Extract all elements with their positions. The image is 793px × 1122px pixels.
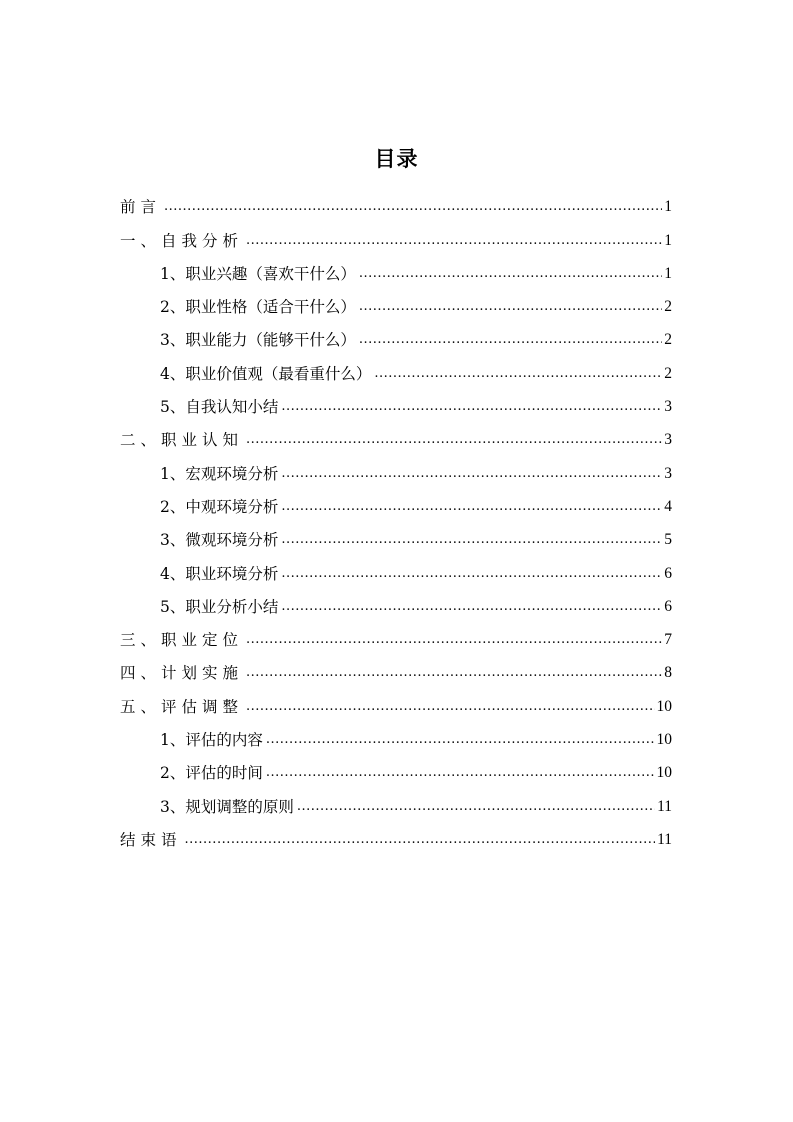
toc-entry[interactable] xyxy=(120,652,672,685)
toc-dot-leader xyxy=(281,397,662,419)
toc-entry-text: 四、计划实施 xyxy=(120,664,244,683)
toc-entry[interactable] xyxy=(120,419,672,452)
toc-entry[interactable] xyxy=(120,352,672,385)
toc-page-number: 7 xyxy=(664,631,672,649)
toc-dot-leader xyxy=(246,630,662,652)
toc-entry-text: 结束语 xyxy=(120,830,182,849)
toc-entry[interactable] xyxy=(120,586,672,619)
toc-dot-leader xyxy=(281,564,662,586)
toc-dot-leader xyxy=(266,763,655,785)
toc-entry[interactable] xyxy=(120,286,672,319)
toc-dot-leader xyxy=(359,297,662,319)
toc-page-number: 6 xyxy=(664,597,672,615)
toc-dot-leader xyxy=(374,364,662,386)
toc-entry-text: 1、宏观环境分析 xyxy=(160,464,279,483)
toc-entry[interactable] xyxy=(120,253,672,286)
toc-entry[interactable] xyxy=(120,186,672,219)
toc-entry-text: 2、中观环境分析 xyxy=(160,497,279,516)
toc-entry[interactable] xyxy=(120,752,672,785)
toc-page-number: 3 xyxy=(664,464,672,482)
toc-dot-leader xyxy=(281,464,662,486)
toc-dot-leader xyxy=(297,797,655,819)
toc-page-number: 11 xyxy=(657,830,672,848)
toc-page-number: 11 xyxy=(657,797,672,815)
toc-entry[interactable] xyxy=(120,552,672,585)
toc-dot-leader xyxy=(246,231,662,253)
toc-dot-leader xyxy=(281,530,662,552)
toc-entry-text: 5、职业分析小结 xyxy=(160,597,279,616)
toc-dot-leader xyxy=(246,430,662,452)
toc-page-number: 2 xyxy=(664,364,672,382)
toc-entry[interactable] xyxy=(120,319,672,352)
toc-dot-leader xyxy=(164,197,662,219)
toc-entry-text: 5、自我认知小结 xyxy=(160,398,279,417)
toc-entry[interactable] xyxy=(120,819,672,852)
table-of-contents xyxy=(120,186,672,852)
toc-entry[interactable] xyxy=(120,685,672,718)
toc-entry[interactable] xyxy=(120,719,672,752)
toc-page-number: 10 xyxy=(656,697,672,715)
toc-dot-leader xyxy=(266,730,655,752)
toc-page-number: 10 xyxy=(656,731,672,749)
toc-entry-text: 3、职业能力（能够干什么） xyxy=(160,331,356,350)
toc-entry-text: 前言 xyxy=(120,198,162,217)
toc-page-number: 3 xyxy=(664,398,672,416)
toc-page-number: 5 xyxy=(664,531,672,549)
toc-page-number: 3 xyxy=(664,431,672,449)
toc-page-number: 2 xyxy=(664,298,672,316)
toc-page-number: 1 xyxy=(664,231,672,249)
toc-dot-leader xyxy=(359,264,662,286)
toc-page-number: 6 xyxy=(664,564,672,582)
toc-entry-text: 3、微观环境分析 xyxy=(160,531,279,550)
toc-dot-leader xyxy=(185,830,656,852)
toc-dot-leader xyxy=(281,597,662,619)
toc-entry-text: 一、自我分析 xyxy=(120,231,244,250)
toc-entry-text: 二、职业认知 xyxy=(120,431,244,450)
toc-entry-text: 4、职业环境分析 xyxy=(160,564,279,583)
toc-entry[interactable] xyxy=(120,619,672,652)
toc-entry-text: 2、评估的时间 xyxy=(160,764,263,783)
toc-entry[interactable] xyxy=(120,519,672,552)
toc-page-number: 1 xyxy=(664,264,672,282)
toc-entry-text: 三、职业定位 xyxy=(120,631,244,650)
toc-entry-text: 1、职业兴趣（喜欢干什么） xyxy=(160,264,356,283)
toc-dot-leader xyxy=(359,330,662,352)
toc-entry-text: 五、评估调整 xyxy=(120,697,244,716)
toc-dot-leader xyxy=(246,663,662,685)
toc-page-number: 8 xyxy=(664,664,672,682)
toc-dot-leader xyxy=(246,697,654,719)
toc-page-number: 2 xyxy=(664,331,672,349)
toc-entry-text: 2、职业性格（适合干什么） xyxy=(160,298,356,317)
toc-page-number: 1 xyxy=(664,198,672,216)
toc-title: 目录 xyxy=(374,147,419,171)
toc-entry[interactable] xyxy=(120,452,672,485)
toc-page-number: 10 xyxy=(656,764,672,782)
toc-entry-text: 3、规划调整的原则 xyxy=(160,797,294,816)
toc-page-number: 4 xyxy=(664,497,672,515)
toc-dot-leader xyxy=(281,497,662,519)
toc-entry[interactable] xyxy=(120,486,672,519)
toc-entry[interactable] xyxy=(120,386,672,419)
toc-entry-text: 1、评估的内容 xyxy=(160,731,263,750)
toc-entry[interactable] xyxy=(120,219,672,252)
toc-entry[interactable] xyxy=(120,785,672,818)
toc-entry-text: 4、职业价值观（最看重什么） xyxy=(160,364,372,383)
